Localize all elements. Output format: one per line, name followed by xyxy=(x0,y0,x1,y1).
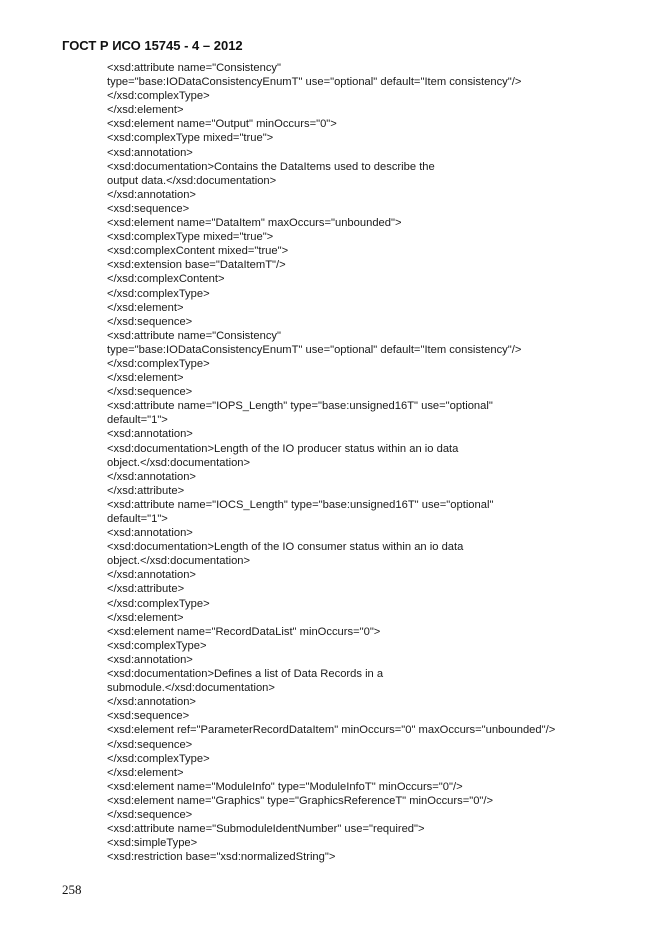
code-line: </xsd:annotation> xyxy=(107,470,196,483)
code-line: <xsd:element name="Graphics" type="GraphicsReferenceT" minOccurs="0"/> xyxy=(107,794,494,807)
code-line: </xsd:complexType> xyxy=(107,752,210,765)
code-line: </xsd:element> xyxy=(107,104,184,117)
code-line: <xsd:element name="ModuleInfo" type="ModuleInfoT" minOccurs="0"/> xyxy=(107,780,463,793)
code-line: <xsd:documentation>Length of the IO consumer status within an io data xyxy=(107,541,464,554)
code-line: <xsd:annotation> xyxy=(107,428,193,441)
code-line: </xsd:element> xyxy=(107,611,184,624)
code-line: default="1"> xyxy=(107,414,168,427)
code-line: </xsd:annotation> xyxy=(107,188,196,201)
code-line: <xsd:sequence> xyxy=(107,202,190,215)
code-line: </xsd:complexContent> xyxy=(107,273,225,286)
page-number: 258 xyxy=(62,882,82,897)
code-line: <xsd:attribute name="SubmoduleIdentNumber" use="required"> xyxy=(107,823,425,836)
code-line: <xsd:annotation> xyxy=(107,146,193,159)
code-line: </xsd:sequence> xyxy=(107,738,193,751)
document-header-title: ГОСТ Р ИСО 15745 - 4 – 2012 xyxy=(62,38,243,53)
code-line: <xsd:restriction base="xsd:normalizedString"> xyxy=(107,851,336,864)
code-line: <xsd:simpleType> xyxy=(107,837,198,850)
code-line: <xsd:complexType> xyxy=(107,639,207,652)
code-line: </xsd:complexType> xyxy=(107,357,210,370)
code-line: </xsd:complexType> xyxy=(107,90,210,103)
code-line: <xsd:annotation> xyxy=(107,653,193,666)
code-line: <xsd:element name="Output" minOccurs="0"> xyxy=(107,118,337,131)
code-line: type="base:IODataConsistencyEnumT" use="optional" default="Item consistency"/> xyxy=(107,76,522,89)
code-line: <xsd:sequence> xyxy=(107,710,190,723)
code-line: </xsd:element> xyxy=(107,766,184,779)
code-line: output data.</xsd:documentation> xyxy=(107,174,277,187)
code-line: <xsd:complexType mixed="true"> xyxy=(107,132,274,145)
code-line: </xsd:sequence> xyxy=(107,315,193,328)
code-line: <xsd:complexContent mixed="true"> xyxy=(107,245,289,258)
code-line: </xsd:element> xyxy=(107,301,184,314)
code-line: <xsd:attribute name="Consistency" xyxy=(107,62,281,74)
code-line: <xsd:extension base="DataItemT"/> xyxy=(107,259,286,272)
code-line: object.</xsd:documentation> xyxy=(107,555,251,568)
code-line: <xsd:element name="DataItem" maxOccurs="unbounded"> xyxy=(107,217,402,230)
xsd-code-listing xyxy=(107,61,555,864)
code-line: <xsd:documentation>Defines a list of Data Records in a xyxy=(107,668,384,681)
code-line: <xsd:attribute name="IOCS_Length" type="base:unsigned16T" use="optional" xyxy=(107,498,494,511)
code-line: default="1"> xyxy=(107,513,168,525)
code-line: <xsd:documentation>Contains the DataItems used to describe the xyxy=(107,160,435,173)
code-line: </xsd:attribute> xyxy=(107,484,185,497)
code-line: object.</xsd:documentation> xyxy=(107,456,251,469)
code-line: submodule.</xsd:documentation> xyxy=(107,682,275,695)
code-line: </xsd:complexType> xyxy=(107,287,210,300)
code-line: </xsd:sequence> xyxy=(107,386,193,399)
code-line: </xsd:element> xyxy=(107,372,184,385)
code-line: </xsd:sequence> xyxy=(107,808,193,821)
code-line: <xsd:element ref="ParameterRecordDataItem" minOccurs="0" maxOccurs="unbounded"/> xyxy=(107,724,556,737)
code-line: <xsd:element name="RecordDataList" minOccurs="0"> xyxy=(107,625,381,638)
code-line: </xsd:annotation> xyxy=(107,569,196,582)
code-line: <xsd:annotation> xyxy=(107,527,193,540)
code-line: type="base:IODataConsistencyEnumT" use="optional" default="Item consistency"/> xyxy=(107,343,522,356)
code-line: </xsd:complexType> xyxy=(107,597,210,610)
code-line: </xsd:attribute> xyxy=(107,583,185,596)
code-line: </xsd:annotation> xyxy=(107,696,196,709)
code-line: <xsd:complexType mixed="true"> xyxy=(107,231,274,244)
code-line: <xsd:attribute name="Consistency" xyxy=(107,329,281,342)
code-line: <xsd:attribute name="IOPS_Length" type="base:unsigned16T" use="optional" xyxy=(107,400,493,413)
code-line: <xsd:documentation>Length of the IO producer status within an io data xyxy=(107,442,459,455)
